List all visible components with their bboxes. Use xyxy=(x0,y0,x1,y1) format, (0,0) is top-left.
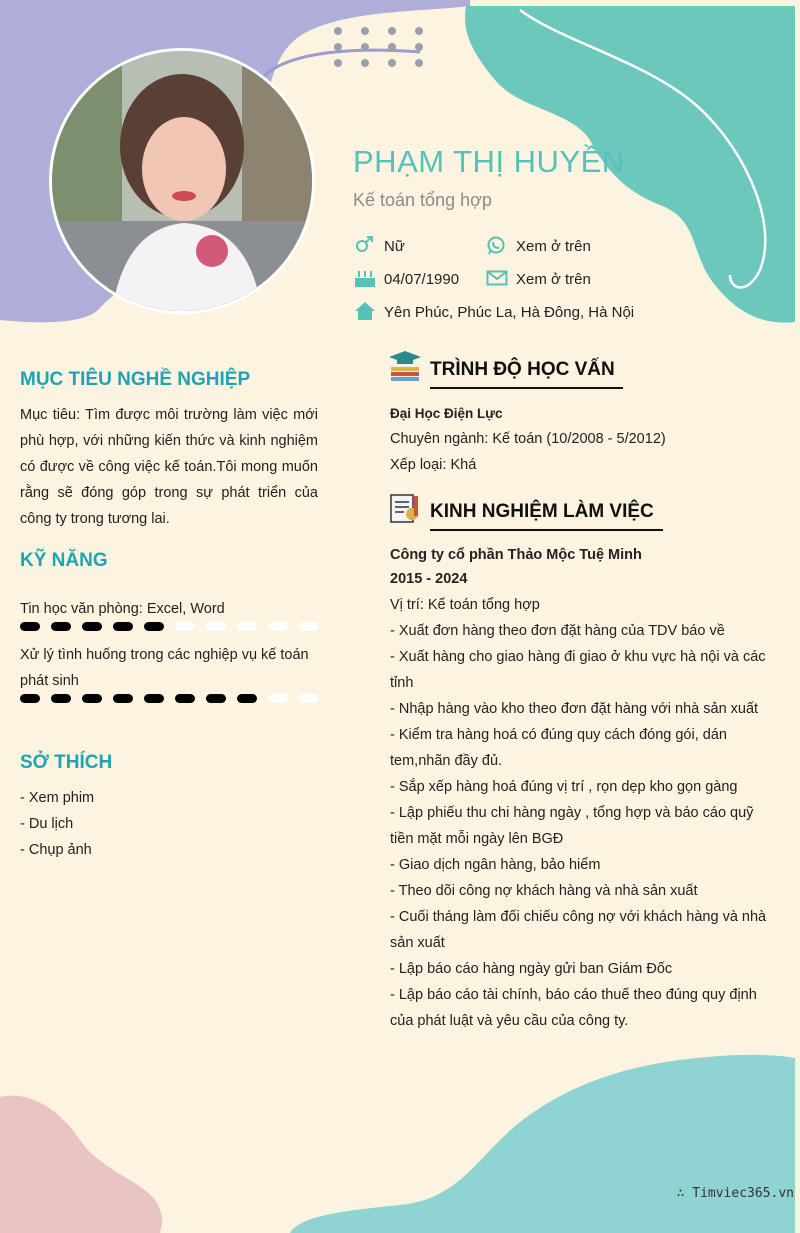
duty-item: - Kiểm tra hàng hoá có đúng quy cách đóng gói, dán tem,nhãn đầy đủ. xyxy=(390,727,727,769)
birthday-value: 04/07/1990 xyxy=(384,271,460,288)
skill-name: Xử lý tình huống trong các nghiệp vụ kế toán phát sinh xyxy=(20,647,309,689)
duty-item: - Theo dõi công nợ khách hàng và nhà sản xuất xyxy=(390,883,698,899)
job-title: Kế toán tổng hợp xyxy=(353,190,492,210)
hobbies-list xyxy=(20,785,94,863)
skill-name: Tin học văn phòng: Excel, Word xyxy=(20,601,225,617)
teal-bottom-blob xyxy=(290,1055,795,1233)
gender-value: Nữ xyxy=(384,238,405,255)
hobby-item: - Du lịch xyxy=(20,816,74,832)
education-grade: Xếp loại: Khá xyxy=(390,457,477,473)
skill-level-bar xyxy=(20,692,320,706)
work-position: Vị trí: Kế toán tổng hợp xyxy=(390,597,540,613)
duty-item: - Giao dịch ngân hàng, bảo hiểm xyxy=(390,857,601,873)
skill-dot-filled xyxy=(51,622,71,631)
skill-dot-empty xyxy=(206,622,226,631)
skill-dot-filled xyxy=(51,694,71,703)
email-icon xyxy=(486,268,508,288)
skill-dot-filled xyxy=(237,694,257,703)
work-experience-icon xyxy=(388,492,422,524)
skill-dot-filled xyxy=(20,694,40,703)
skill-dot-filled xyxy=(144,694,164,703)
gender-icon xyxy=(354,235,376,255)
duties-list xyxy=(390,618,768,1034)
hobby-item: - Chụp ảnh xyxy=(20,842,92,858)
watermark-brand: ∴ Timviec365.vn xyxy=(676,1186,794,1201)
duty-item: - Nhập hàng vào kho theo đơn đặt hàng với nhà sản xuất xyxy=(390,701,759,717)
skill-level-bar xyxy=(20,620,320,634)
skill-dot-filled xyxy=(113,694,133,703)
skill-dot-empty xyxy=(299,694,319,703)
skill-dot-filled xyxy=(175,694,195,703)
address-value: Yên Phúc, Phúc La, Hà Đông, Hà Nội xyxy=(384,304,635,321)
education-icon xyxy=(388,350,422,382)
email-value: Xem ở trên xyxy=(516,271,591,288)
company-name: Công ty cổ phần Thảo Mộc Tuệ Minh xyxy=(390,547,642,563)
skill-dot-filled xyxy=(82,622,102,631)
objective-title: MỤC TIÊU NGHỀ NGHIỆP xyxy=(20,369,251,390)
skill-dot-filled xyxy=(144,622,164,631)
skill-dot-empty xyxy=(175,622,195,631)
pink-blob xyxy=(0,1096,162,1233)
skill-dot-filled xyxy=(113,622,133,631)
duty-item: - Lập báo cáo tài chính, báo cáo thuế theo đúng quy định của phát luật và yêu cầu của công ty. xyxy=(390,987,757,1029)
dot-grid xyxy=(334,27,423,67)
experience-title: KINH NGHIỆM LÀM VIỆC xyxy=(430,501,663,531)
hobbies-title: SỞ THÍCH xyxy=(20,752,113,773)
skill-dot-filled xyxy=(206,694,226,703)
phone-icon xyxy=(486,235,508,255)
skill-dot-empty xyxy=(268,694,288,703)
birthday-cake-icon xyxy=(354,268,376,288)
duty-item: - Lập phiếu thu chi hàng ngày , tổng hợp và báo cáo quỹ tiền mặt mỗi ngày lên BGĐ xyxy=(390,805,754,847)
duty-item: - Xuất đơn hàng theo đơn đặt hàng của TDV báo về xyxy=(390,623,725,639)
skill-dot-filled xyxy=(82,694,102,703)
education-major: Chuyên ngành: Kế toán (10/2008 - 5/2012) xyxy=(390,431,666,447)
skill-dot-empty xyxy=(237,622,257,631)
avatar-photo xyxy=(52,51,312,311)
work-period: 2015 - 2024 xyxy=(390,571,468,587)
duty-item: - Xuất hàng cho giao hàng đi giao ở khu vực hà nội và các tỉnh xyxy=(390,649,766,691)
duty-item: - Lập báo cáo hàng ngày gửi ban Giám Đốc xyxy=(390,961,673,977)
skill-dot-empty xyxy=(268,622,288,631)
skill-dot-filled xyxy=(20,622,40,631)
candidate-name: PHẠM THỊ HUYỀN xyxy=(353,144,625,179)
duty-item: - Cuối tháng làm đối chiếu công nợ với khách hàng và nhà sản xuất xyxy=(390,909,767,951)
phone-value: Xem ở trên xyxy=(516,238,591,255)
objective-text: Mục tiêu: Tìm được môi trường làm việc mới phù hợp, với những kiến thức và kinh nghiệm có được về công việc kế toán.Tôi mong muốn rằng sẽ đóng góp trong sự phát triển của công ty trong tương lai. xyxy=(20,407,318,527)
hobby-item: - Xem phim xyxy=(20,790,95,806)
home-icon xyxy=(354,301,376,321)
duty-item: - Sắp xếp hàng hoá đúng vị trí , rọn dẹp kho gọn gàng xyxy=(390,779,738,795)
education-title: TRÌNH ĐỘ HỌC VẤN xyxy=(430,359,623,389)
skill-dot-empty xyxy=(299,622,319,631)
school-name: Đại Học Điện Lực xyxy=(390,406,503,421)
skills-title: KỸ NĂNG xyxy=(20,550,108,571)
avatar xyxy=(52,51,312,311)
